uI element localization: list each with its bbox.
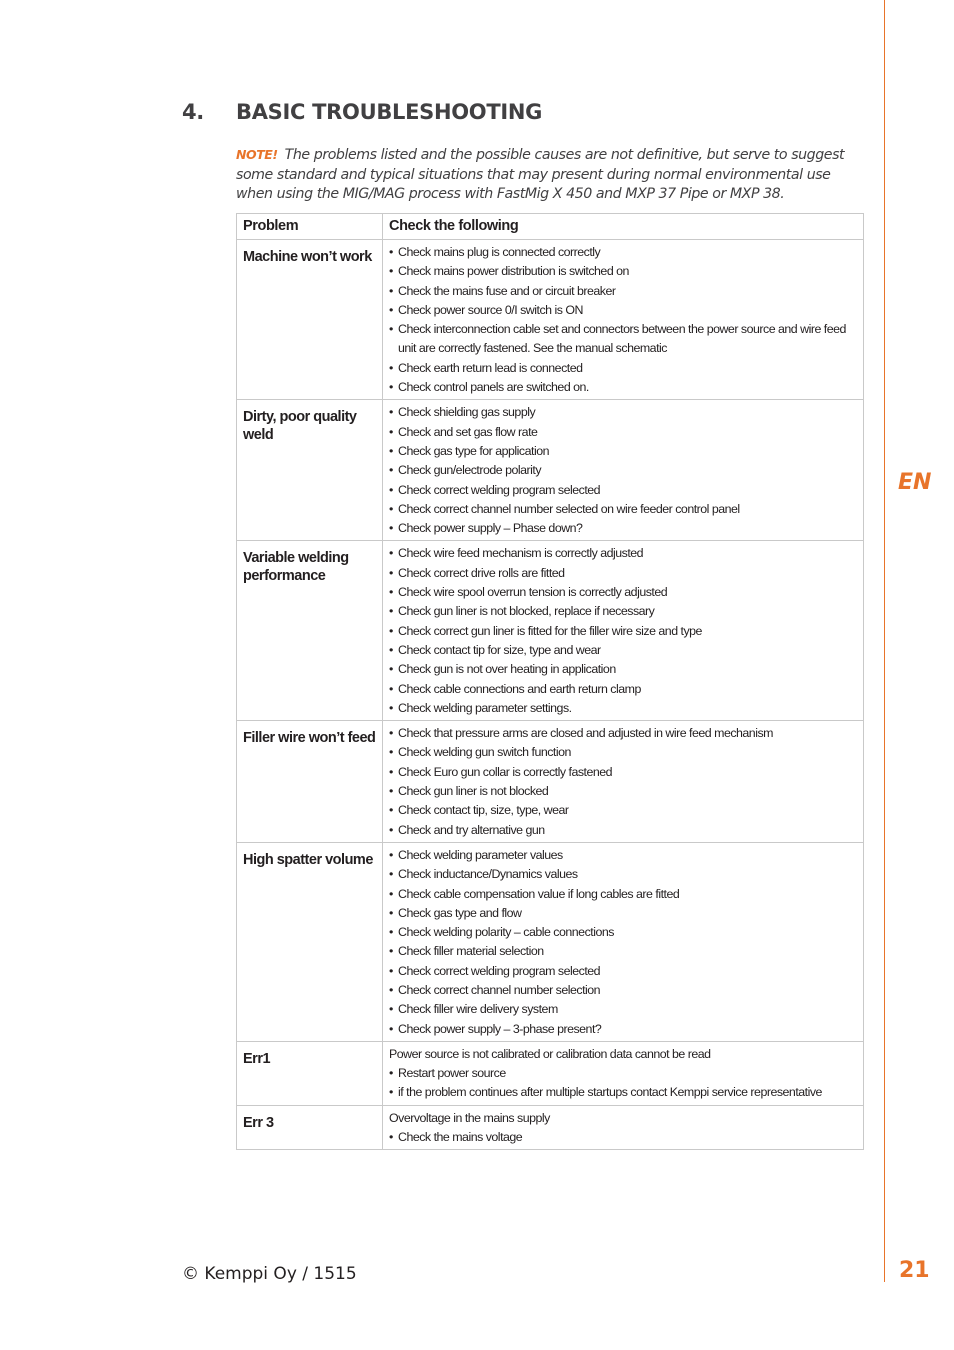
check-item: • Check the mains voltage xyxy=(389,1128,857,1147)
check-item: • Check cable connections and earth return clamp xyxy=(389,680,857,699)
language-tab: EN xyxy=(898,470,932,495)
check-item: • Check gun is not over heating in application xyxy=(389,660,857,679)
margin-rule xyxy=(884,0,885,1282)
footer-copyright: © Kemppi Oy / 1515 xyxy=(182,1264,357,1284)
table-row xyxy=(237,842,864,1041)
page-number: 21 xyxy=(899,1258,930,1283)
check-item: • Check cable compensation value if long cables are fitted xyxy=(389,885,857,904)
check-item: • Check wire feed mechanism is correctly adjusted xyxy=(389,544,857,563)
check-item: • Check mains plug is connected correctly xyxy=(389,243,857,262)
problem-cell: High spatter volume xyxy=(237,842,383,1041)
check-item: • Check mains power distribution is switched on xyxy=(389,262,857,281)
check-item: • Check wire spool overrun tension is correctly adjusted xyxy=(389,583,857,602)
section-number: 4. xyxy=(182,100,204,124)
check-item: • Check that pressure arms are closed and adjusted in wire feed mechanism xyxy=(389,724,857,743)
check-item: • Check correct welding program selected xyxy=(389,962,857,981)
check-item: • Check gun liner is not blocked xyxy=(389,782,857,801)
problem-cell: Err1 xyxy=(237,1041,383,1105)
troubleshooting-table xyxy=(236,213,864,1150)
check-item: • Check inductance/Dynamics values xyxy=(389,865,857,884)
problem-cell: Machine won’t work xyxy=(237,240,383,400)
check-item: • Check correct gun liner is fitted for the filler wire size and type xyxy=(389,622,857,641)
table-row xyxy=(237,541,864,721)
note-paragraph xyxy=(236,145,856,205)
problem-cell: Err 3 xyxy=(237,1105,383,1150)
checks-cell xyxy=(383,240,864,400)
check-item: • Check and set gas flow rate xyxy=(389,423,857,442)
check-list xyxy=(389,724,857,840)
check-item: • Check welding parameter values xyxy=(389,846,857,865)
table-body xyxy=(237,240,864,1150)
check-list xyxy=(389,544,857,718)
check-item: • Check power supply – 3-phase present? xyxy=(389,1020,857,1039)
check-item: • Check gas type for application xyxy=(389,442,857,461)
check-list xyxy=(389,846,857,1039)
check-item: • Check interconnection cable set and connectors between the power source and wire feed unit are correctly fastened. See the manual schematic xyxy=(389,320,857,359)
checks-cell xyxy=(383,1041,864,1105)
table-row xyxy=(237,1041,864,1105)
problem-cell: Dirty, poor quality weld xyxy=(237,400,383,541)
section-heading xyxy=(182,100,542,124)
checks-cell xyxy=(383,1105,864,1150)
checks-cell xyxy=(383,541,864,721)
check-intro: Overvoltage in the mains supply xyxy=(389,1110,550,1125)
check-item: • Check filler wire delivery system xyxy=(389,1000,857,1019)
check-item: • Check shielding gas supply xyxy=(389,403,857,422)
check-list xyxy=(389,403,857,538)
check-list xyxy=(389,1064,857,1103)
section-title: BASIC TROUBLESHOOTING xyxy=(236,100,543,124)
check-item: • Check the mains fuse and or circuit breaker xyxy=(389,282,857,301)
problem-cell: Variable welding performance xyxy=(237,541,383,721)
note-text: The problems listed and the possible causes are not definitive, but serve to suggest some standard and typical situations that may present during normal environmental use when using the MIG/MAG process with FastMig X 450 and MXP 37 Pipe or MXP 38. xyxy=(236,147,845,202)
table-row xyxy=(237,400,864,541)
table-row xyxy=(237,240,864,400)
check-item: • Check and try alternative gun xyxy=(389,821,857,840)
column-header-checks: Check the following xyxy=(383,214,864,240)
check-item: • Check welding parameter settings. xyxy=(389,699,857,718)
table-row xyxy=(237,721,864,843)
check-item: • Check gas type and flow xyxy=(389,904,857,923)
check-item: • Check gun/electrode polarity xyxy=(389,461,857,480)
check-item: • Check Euro gun collar is correctly fastened xyxy=(389,763,857,782)
check-item: • Check welding gun switch function xyxy=(389,743,857,762)
check-item: • Check filler material selection xyxy=(389,942,857,961)
check-item: • Check gun liner is not blocked, replace if necessary xyxy=(389,602,857,621)
check-item: • Check correct channel number selected on wire feeder control panel xyxy=(389,500,857,519)
check-list xyxy=(389,243,857,397)
note-label: NOTE! xyxy=(236,147,278,162)
check-list xyxy=(389,1128,857,1147)
check-item: • Check contact tip for size, type and wear xyxy=(389,641,857,660)
checks-cell xyxy=(383,842,864,1041)
checks-cell xyxy=(383,400,864,541)
column-header-problem: Problem xyxy=(237,214,383,240)
table-header-row xyxy=(237,214,864,240)
check-item: • Check correct welding program selected xyxy=(389,481,857,500)
check-item: • Check control panels are switched on. xyxy=(389,378,857,397)
check-item: • Check welding polarity – cable connections xyxy=(389,923,857,942)
table-row xyxy=(237,1105,864,1150)
check-item: • if the problem continues after multiple startups contact Kemppi service representative xyxy=(389,1083,857,1102)
check-item: • Restart power source xyxy=(389,1064,857,1083)
check-item: • Check power supply – Phase down? xyxy=(389,519,857,538)
check-item: • Check correct channel number selection xyxy=(389,981,857,1000)
check-item: • Check correct drive rolls are fitted xyxy=(389,564,857,583)
check-item: • Check power source 0/I switch is ON xyxy=(389,301,857,320)
problem-cell: Filler wire won’t feed xyxy=(237,721,383,843)
check-item: • Check contact tip, size, type, wear xyxy=(389,801,857,820)
check-item: • Check earth return lead is connected xyxy=(389,359,857,378)
checks-cell xyxy=(383,721,864,843)
check-intro: Power source is not calibrated or calibration data cannot be read xyxy=(389,1046,711,1061)
